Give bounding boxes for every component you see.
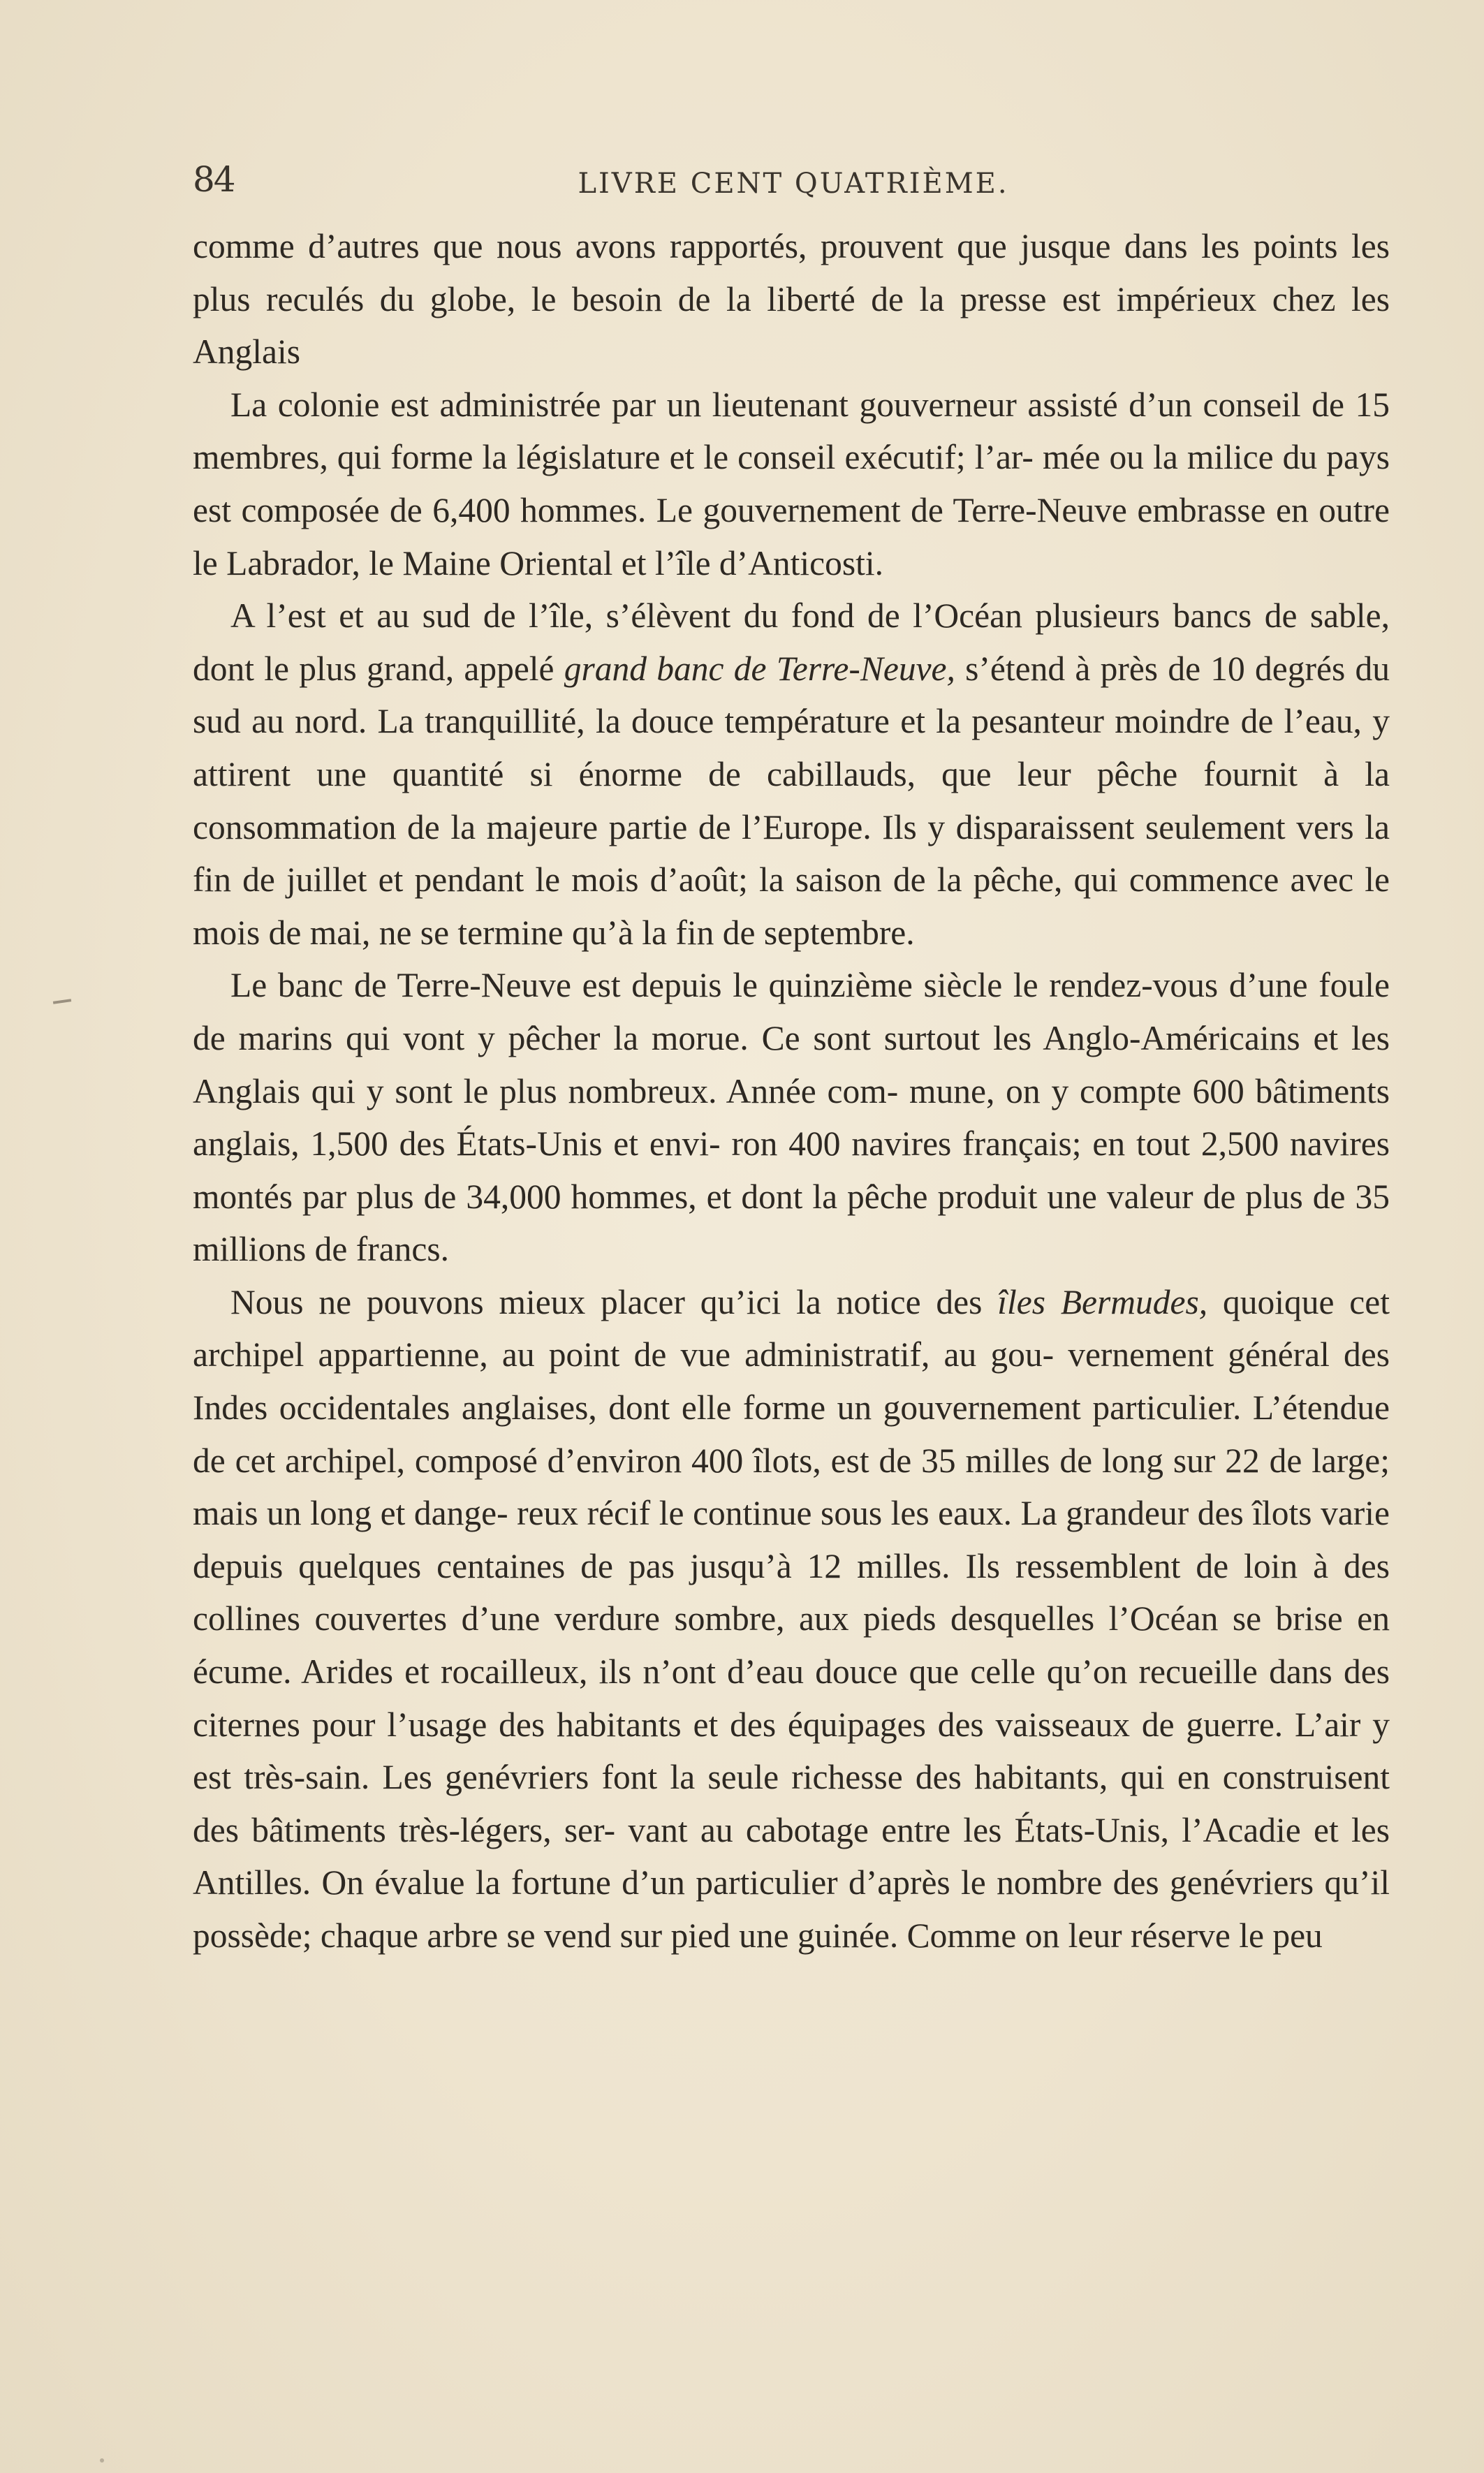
grand-banc-text-after: s’étend à près de 10 degrés du sud au nord. La tranquillité, la douce température et la pesanteur moindre de l’eau, y attirent une quantité si énorme de cabillauds, que leur pêche fournit à la consommation de la majeure partie de l’Europe. Ils y disparaissent seulement vers la fin de juillet et pendant le mois d’août; la saison de la pêche, qui commence avec le mois de mai, ne se termine qu’à la fin de septembre.	[193, 649, 1390, 952]
bermudes-text-after: quoique cet archipel appartienne, au point de vue administratif, au gou- vernement général des Indes occidentales anglaises, dont elle forme un gouvernement particulier. L’étendue de cet archipel, composé d’environ 400 îlots, est de 35 milles de long sur 22 de large; mais un long et dange- reux récif le continue sous les eaux. La grandeur des îlots varie depuis quelques centaines de pas jusqu’à 12 milles. Ils ressemblent de loin à des collines couvertes d’une verdure sombre, aux pieds desquelles l’Océan se brise en écume. Arides et rocailleux, ils n’ont d’eau douce que celle qu’on recueille dans des citernes pour l’usage des habitants et des équipages des vaisseaux de guerre. L’air y est très-sain. Les genévriers font la seule richesse des habitants, qui en construisent des bâtiments très-légers, ser- vant au cabotage entre les États-Unis, l’Acadie et les Antilles. On évalue la fortune d’un particulier d’après le nombre des genévriers qu’il possède; chaque arbre se vend sur pied une guinée. Comme on leur réserve le peu	[193, 1282, 1390, 1955]
paragraph-grand-banc	[193, 589, 1390, 959]
grand-banc-italic: grand banc de Terre-Neuve,	[564, 649, 955, 688]
running-title: LIVRE CENT QUATRIÈME.	[578, 168, 1009, 200]
paragraph-bermudes	[193, 1276, 1390, 1962]
page-header	[193, 155, 1394, 211]
paper-speck	[100, 2458, 104, 2463]
bermudes-italic: îles Bermudes,	[997, 1282, 1208, 1321]
paragraph-colonie: La colonie est administrée par un lieutenant gouverneur assisté d’un conseil de 15 membres, qui forme la législature et le conseil exécutif; l’ar- mée ou la milice du pays est composée de 6,400 hommes. Le gouvernement de Terre-Neuve embrasse en outre le Labrador, le Maine Oriental et l’île d’Anticosti.	[193, 385, 1390, 582]
bermudes-text-before: Nous ne pouvons mieux placer qu’ici la notice des	[230, 1282, 998, 1321]
grand-banc-text-before: A l’est et au sud de l’île, s’élèvent du fond de l’Océan plusieurs bancs de sable, dont le plus grand, appelé	[193, 596, 1390, 688]
paragraph-banc-marins: Le banc de Terre-Neuve est depuis le quinzième siècle le rendez-vous d’une foule de marins qui vont y pêcher la morue. Ce sont surtout les Anglo-Américains et les Anglais qui y sont le plus nombreux. Année com- mune, on y compte 600 bâtiments anglais, 1,500 des États-Unis et envi- ron 400 navires français; en tout 2,500 navires montés par plus de 34,000 hommes, et dont la pêche produit une valeur de plus de 35 millions de francs.	[193, 966, 1390, 1269]
paragraph-continuation: comme d’autres que nous avons rapportés, prouvent que jusque dans les points les plus reculés du globe, le besoin de la liberté de la presse est impérieux chez les Anglais	[193, 227, 1390, 372]
page-number: 84	[193, 159, 235, 200]
margin-mark	[53, 999, 71, 1004]
body-text	[193, 220, 1390, 1962]
